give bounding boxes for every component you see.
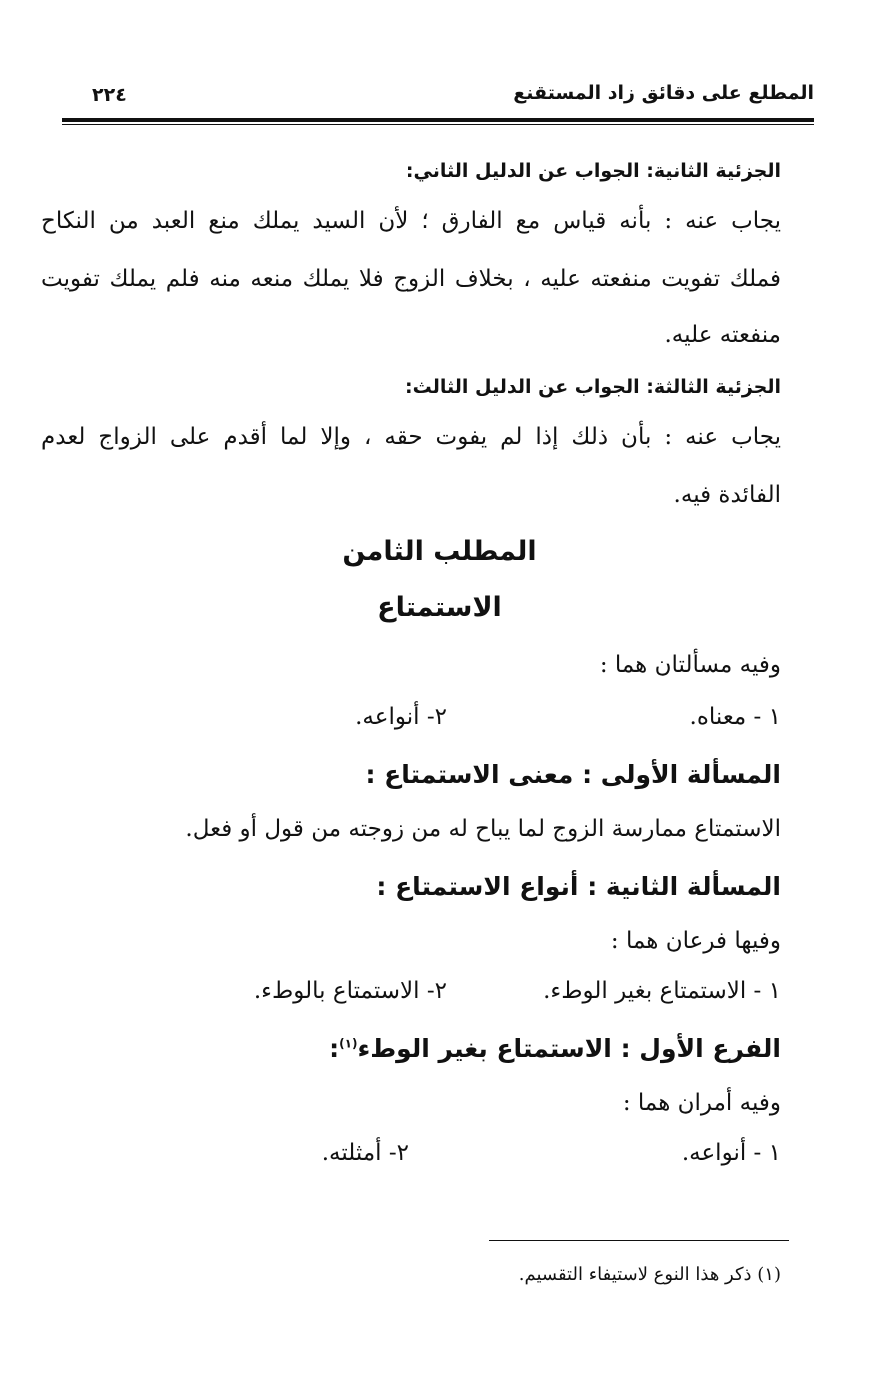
part2-line-1: يجاب عنه : بأنه قياس مع الفارق ؛ لأن السيد يملك منع العبد من النكاح: [41, 208, 781, 234]
intro-text: وفيه مسألتان هما :: [599, 652, 781, 678]
question-2-item-2: ٢- الاستمتاع بالوطء.: [253, 978, 447, 1004]
chapter-title: المطلب الثامن: [342, 536, 537, 567]
intro-item-1: ١ - معناه.: [689, 704, 781, 730]
header-rule-thin: [62, 124, 814, 125]
part2-line-3: منفعته عليه.: [664, 322, 781, 348]
question-1-text: الاستمتاع ممارسة الزوج لما يباح له من زوجته من قول أو فعل.: [185, 816, 781, 842]
question-2-item-1: ١ - الاستمتاع بغير الوطء.: [543, 978, 781, 1004]
chapter-subtitle: الاستمتاع: [377, 592, 502, 623]
footnote-text: (١) ذكر هذا النوع لاستيفاء التقسيم.: [518, 1264, 781, 1285]
running-title: المطلع على دقائق زاد المستقنع: [513, 82, 814, 104]
branch-1-heading-text: الفرع الأول : الاستمتاع بغير الوطء: [357, 1034, 781, 1063]
question-2-intro: وفيها فرعان هما :: [610, 928, 781, 954]
part3-line-2: الفائدة فيه.: [673, 482, 781, 508]
question-1-heading: المسألة الأولى : معنى الاستمتاع :: [365, 760, 781, 789]
branch-1-heading: [329, 1034, 781, 1063]
footnote-reference: (١): [339, 1036, 358, 1051]
branch-1-item-2: ٢- أمثلته.: [321, 1140, 409, 1166]
page-number: ٢٢٤: [92, 84, 127, 106]
part2-heading: الجزئية الثانية: الجواب عن الدليل الثاني:: [405, 160, 781, 182]
header-rule-thick: [62, 118, 814, 122]
footnote-separator: [489, 1240, 789, 1241]
branch-1-heading-colon: :: [329, 1034, 340, 1063]
branch-1-intro: وفيه أمران هما :: [622, 1090, 781, 1116]
branch-1-item-1: ١ - أنواعه.: [681, 1140, 781, 1166]
running-header: [62, 78, 814, 112]
part3-heading: الجزئية الثالثة: الجواب عن الدليل الثالث:: [405, 376, 781, 398]
question-2-heading: المسألة الثانية : أنواع الاستمتاع :: [376, 872, 781, 901]
part2-line-2: فملك تفويت منفعته عليه ، بخلاف الزوج فلا يملك منعه منه فلم يملك تفويت: [41, 266, 781, 292]
intro-item-2: ٢- أنواعه.: [355, 704, 447, 730]
part3-line-1: يجاب عنه : بأن ذلك إذا لم يفوت حقه ، وإلا لما أقدم على الزواج لعدم: [41, 424, 781, 450]
